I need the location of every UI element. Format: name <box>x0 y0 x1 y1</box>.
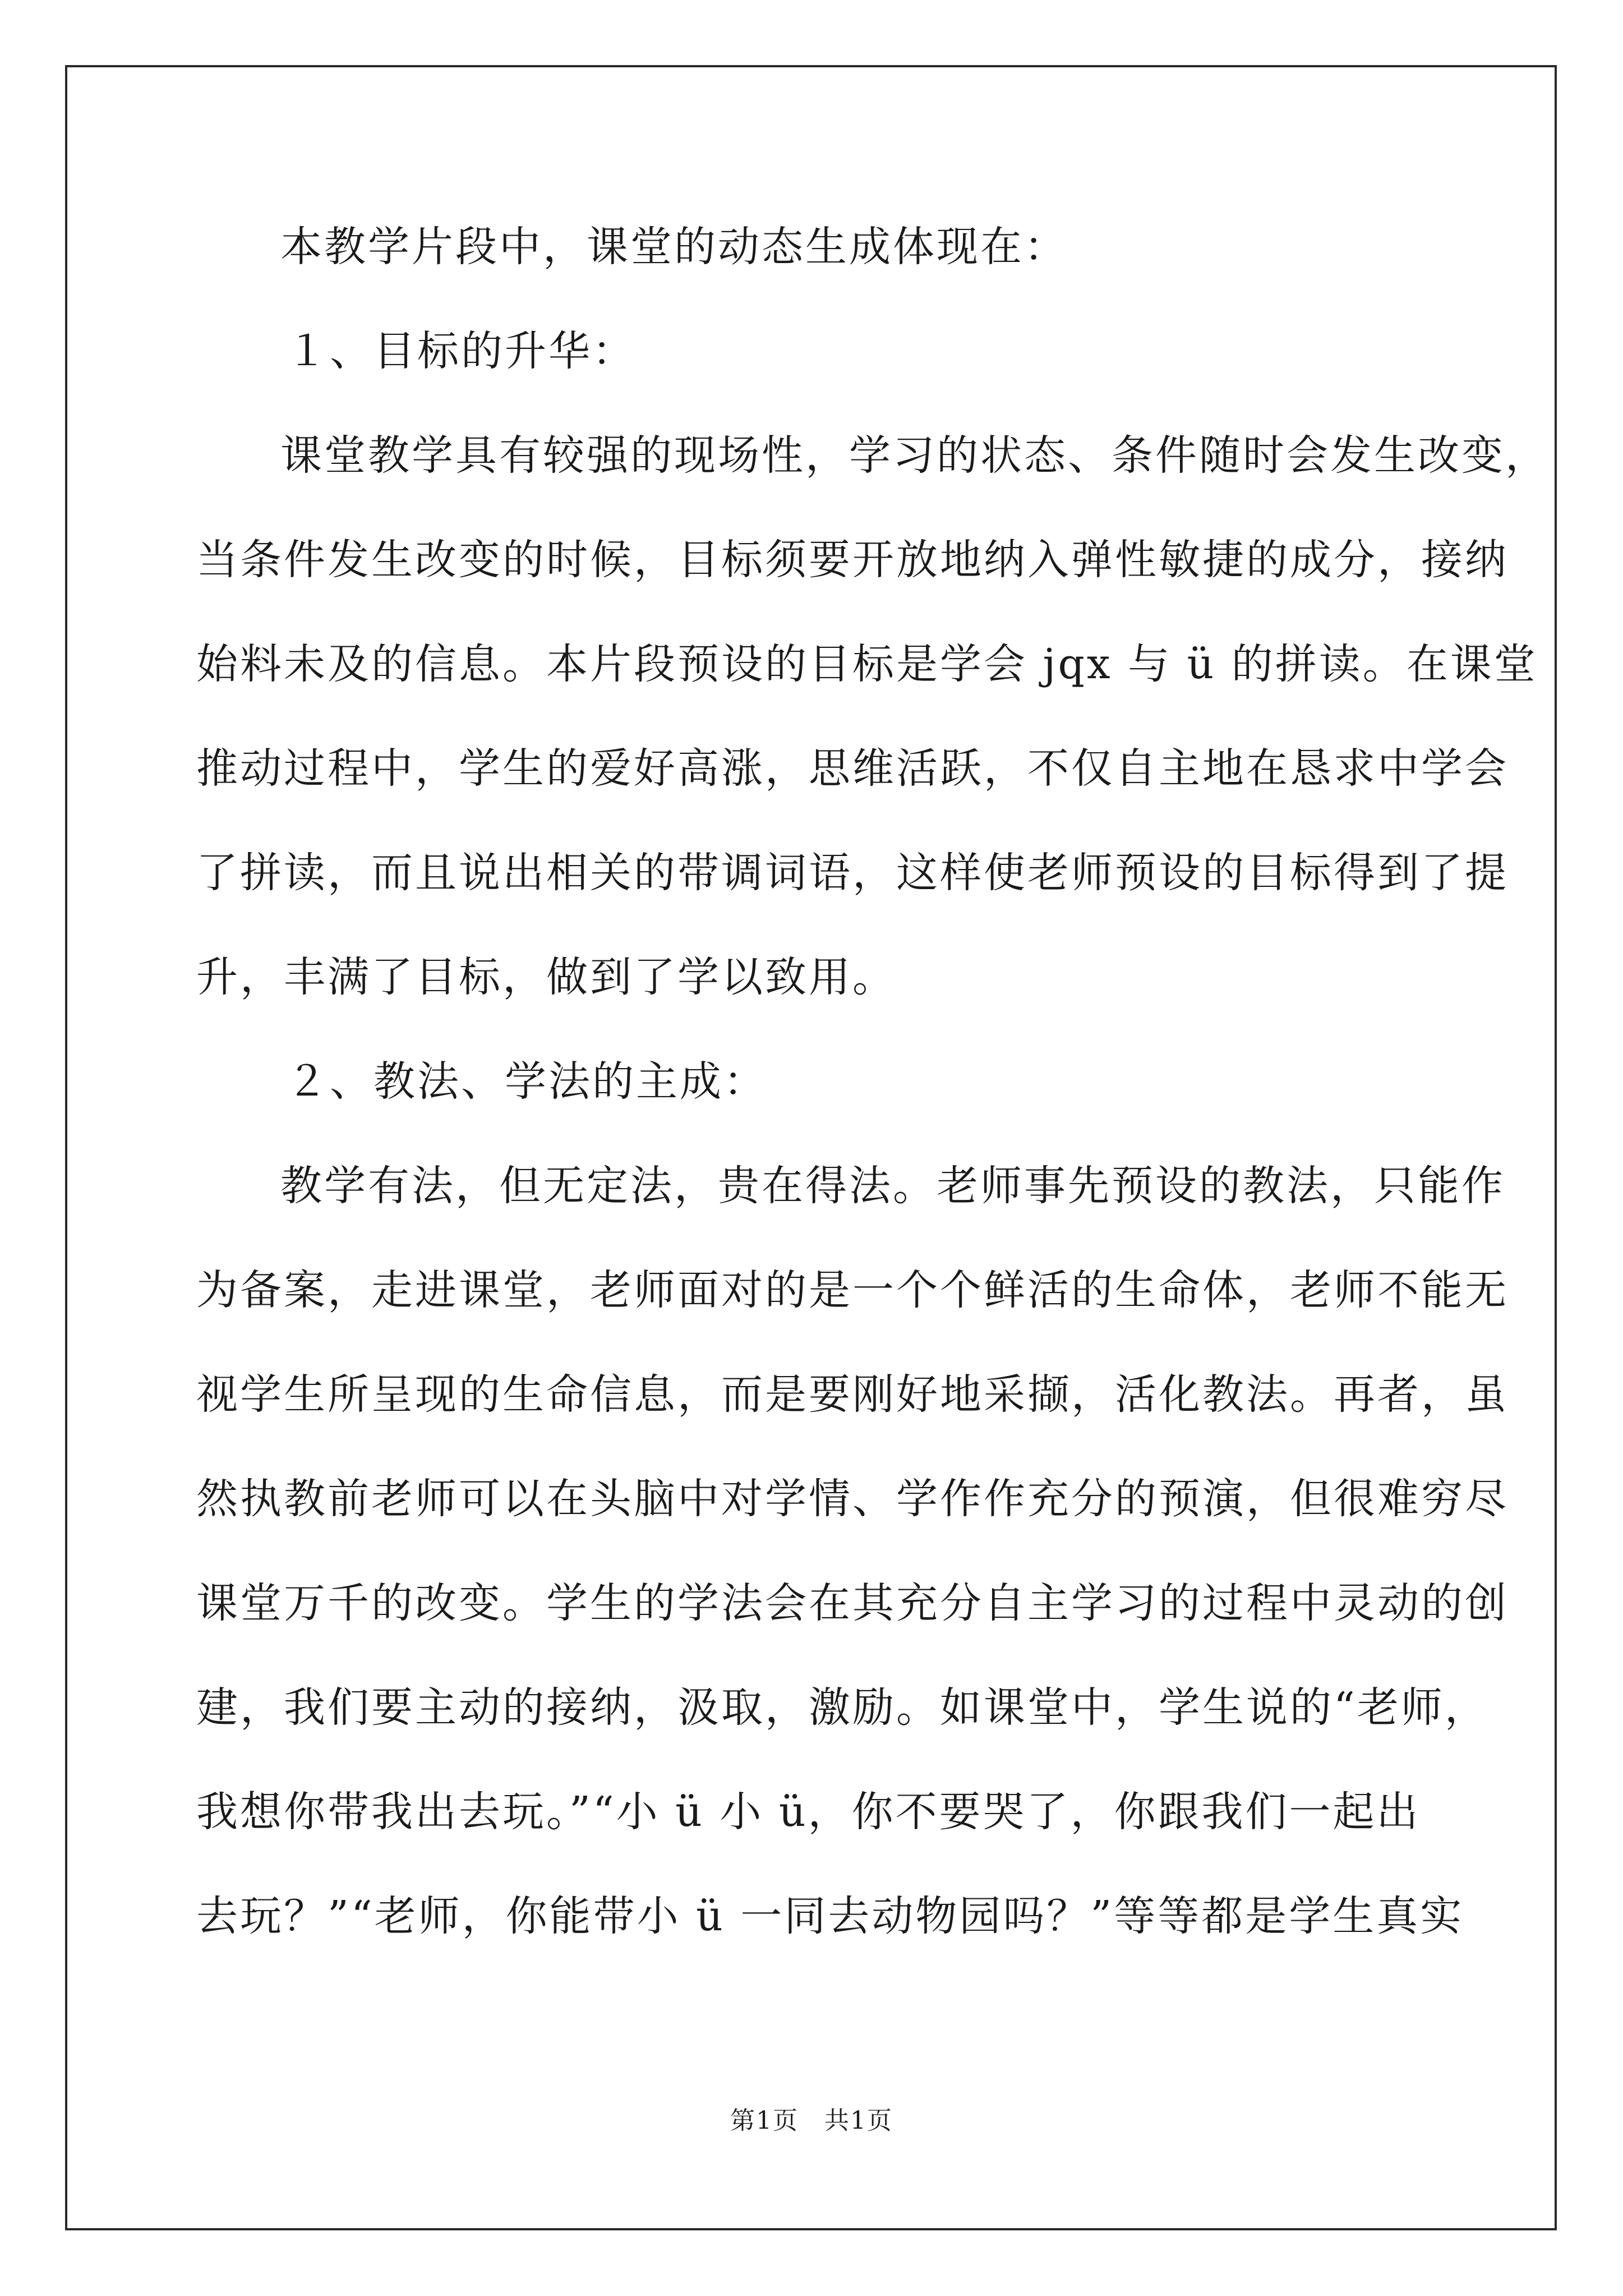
paragraph-line: 当条件发生改变的时候，目标须要开放地纳入弹性敏捷的成分，接纳 <box>196 536 1509 584</box>
paragraph-line: 我想你带我出去玩。”“小 ü 小 ü，你不要哭了，你跟我们一起出 <box>196 1788 1421 1836</box>
paragraph-line: 为备案，走进课堂，老师面对的是一个个鲜活的生命体，老师不能无 <box>196 1266 1509 1314</box>
page-footer: 第1页 共1页 <box>730 2106 893 2135</box>
paragraph-line: 视学生所呈现的生命信息，而是要刚好地采撷，活化教法。再者，虽 <box>196 1370 1509 1419</box>
paragraph-line: 课堂万千的改变。学生的学法会在其充分自主学习的过程中灵动的创 <box>196 1579 1509 1627</box>
paragraph-line: 去玩？”“老师，你能带小 ü 一同去动物园吗？”等等都是学生真实 <box>196 1892 1464 1940</box>
paragraph-line: 推动过程中，学生的爱好高涨，思维活跃，不仅自主地在恳求中学会 <box>196 744 1509 793</box>
paragraph-line: 建，我们要主动的接纳，汲取，激励。如课堂中，学生说的“老师， <box>196 1683 1488 1732</box>
document-body <box>196 220 1549 1994</box>
paragraph-line: 了拼读，而且说出相关的带调词语，这样使老师预设的目标得到了提 <box>196 849 1509 897</box>
paragraph-line: 然执教前老师可以在头脑中对学情、学作作充分的预演，但很难穷尽 <box>196 1475 1509 1523</box>
paragraph-line: 始料未及的信息。本片段预设的目标是学会 jqx 与 ü 的拼读。在课堂 <box>196 640 1538 688</box>
paragraph-line: 教学有法，但无定法，贵在得法。老师事先预设的教法，只能作 <box>280 1162 1505 1210</box>
section-heading-2: ２、教法、学法的主成： <box>286 1057 767 1106</box>
section-heading-1: １、目标的升华： <box>286 327 636 375</box>
paragraph-line: 课堂教学具有较强的现场性，学习的状态、条件随时会发生改变， <box>280 431 1549 480</box>
paragraph-line: 本教学片段中，课堂的动态生成体现在： <box>280 223 1068 271</box>
paragraph-line: 升，丰满了目标，做到了学以致用。 <box>196 953 896 1001</box>
